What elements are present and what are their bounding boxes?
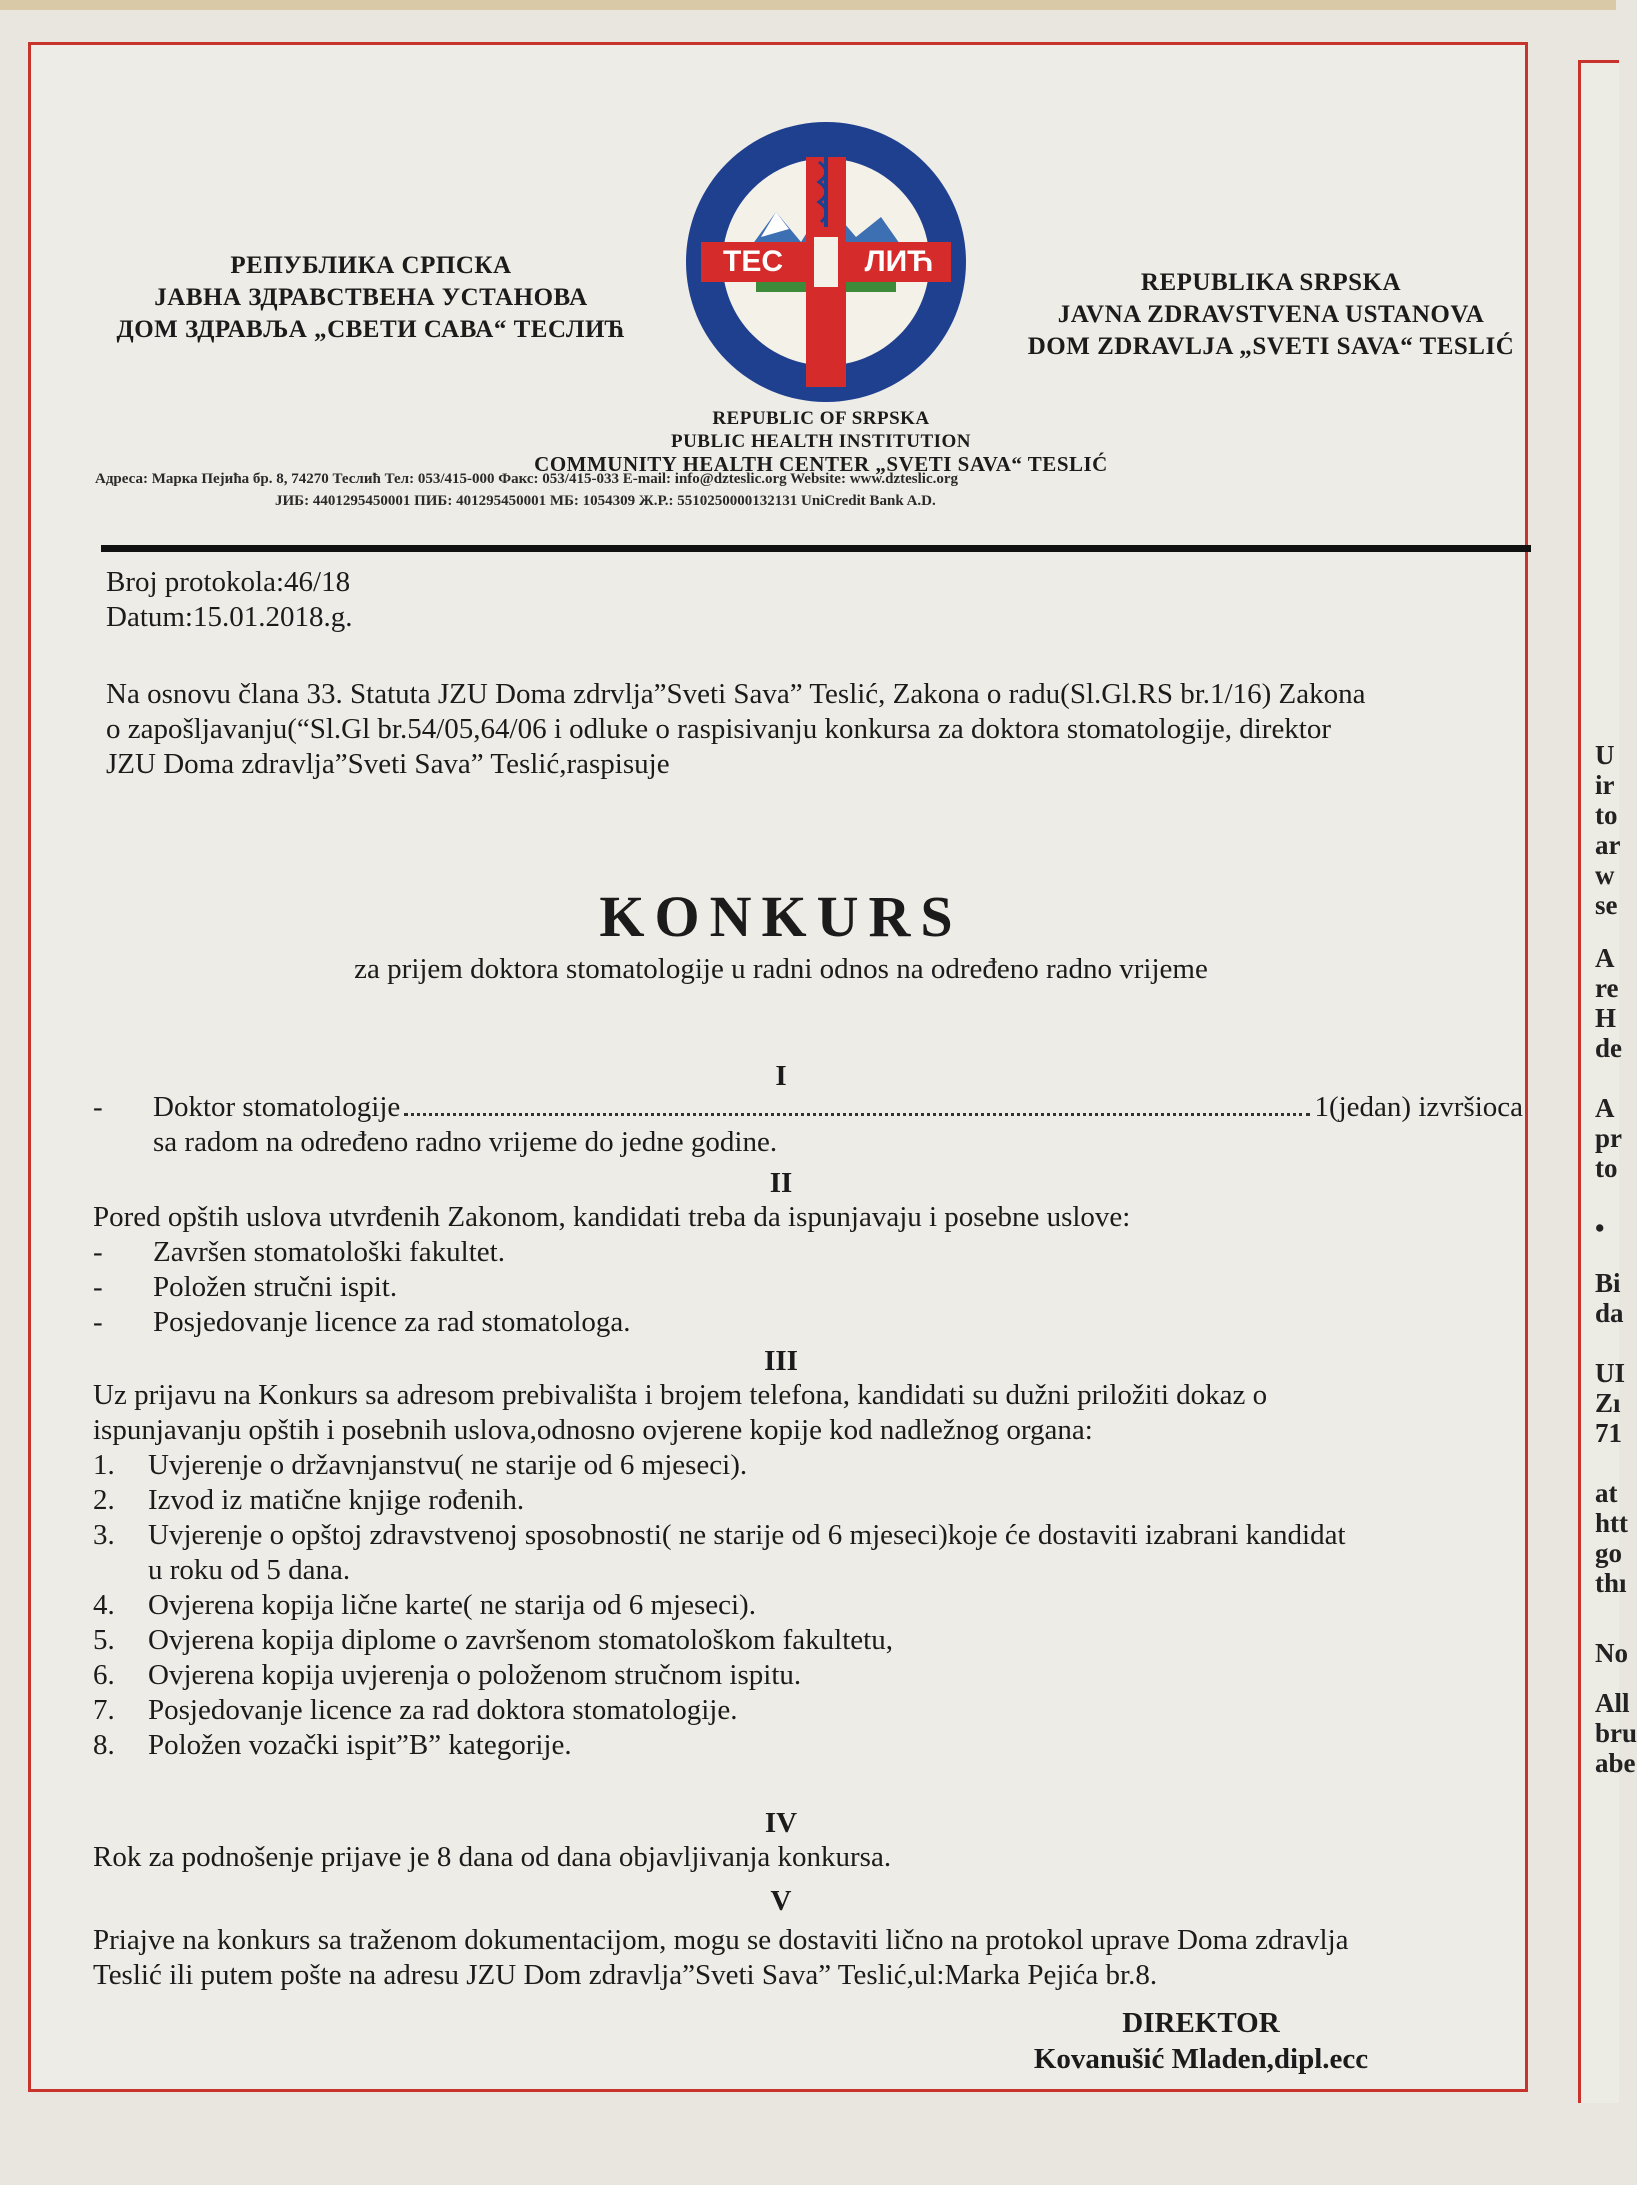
item-text: Ovjerena kopija lične karte( ne starija od 6 mjeseci). bbox=[148, 1589, 756, 1621]
signature-block bbox=[931, 2005, 1471, 2077]
adjacent-column-fragment bbox=[1578, 60, 1637, 2103]
logo-text-left: ТЕС bbox=[723, 245, 783, 278]
numbered-item bbox=[93, 1448, 1523, 1483]
side-fragment: htt bbox=[1595, 1508, 1628, 1538]
signature-name: Kovanušić Mladen,dipl.ecc bbox=[1033, 2043, 1369, 2075]
list-item: - Posjedovanje licence za rad stomatologa. bbox=[93, 1306, 631, 1338]
side-fragment: re bbox=[1595, 973, 1619, 1003]
side-fragment: thı bbox=[1595, 1568, 1627, 1598]
list-item: - Završen stomatološki fakultet. bbox=[93, 1236, 505, 1268]
intro-line: JZU Doma zdravlja”Sveti Sava” Teslić,raspisuje bbox=[106, 748, 670, 780]
section-iv-text: Rok za podnošenje prijave je 8 dana od dana objavljivanja konkursa. bbox=[93, 1841, 892, 1873]
list-item-text: Završen stomatološki fakultet. bbox=[153, 1236, 505, 1268]
side-fragment: U bbox=[1595, 740, 1615, 770]
logo-text-right: ЛИЋ bbox=[864, 245, 934, 278]
ad-title: KONKURS bbox=[599, 884, 963, 949]
side-fragment: at bbox=[1595, 1478, 1618, 1508]
section-v-line: Teslić ili putem pošte na adresu JZU Dom zdravlja”Sveti Sava” Teslić,ul:Marka Pejića br.8. bbox=[93, 1959, 1158, 1991]
header-right-line: JAVNA ZDRAVSTVENA USTANOVA bbox=[1057, 301, 1485, 328]
header-divider bbox=[101, 545, 1531, 552]
intro-paragraph bbox=[106, 677, 1526, 782]
side-fragment: se bbox=[1595, 890, 1618, 920]
position-label: Doktor stomatologije bbox=[153, 1091, 401, 1123]
side-fragment: A bbox=[1595, 943, 1615, 973]
dot-leader bbox=[404, 1113, 1310, 1116]
header-left-line: ДОМ ЗДРАВЉА „СВЕТИ САВА“ ТЕСЛИЋ bbox=[116, 316, 626, 343]
item-number: 1. bbox=[93, 1449, 115, 1481]
ad-subtitle: za prijem doktora stomatologije u radni odnos na određeno radno vrijeme bbox=[354, 953, 1208, 985]
list-item-text: Posjedovanje licence za rad stomatologa. bbox=[153, 1306, 631, 1338]
section-iii-lead: ispunjavanju opštih i posebnih uslova,odnosno ovjerene kopije kod nadležnog organa: bbox=[93, 1414, 1093, 1446]
item-number: 8. bbox=[93, 1729, 115, 1761]
side-fragment: A bbox=[1595, 1093, 1615, 1123]
side-fragment: 71 bbox=[1595, 1418, 1622, 1448]
header-cyrillic bbox=[71, 250, 671, 346]
side-fragment: No bbox=[1595, 1638, 1628, 1668]
section-ii-body bbox=[93, 1200, 1523, 1340]
numbered-item bbox=[93, 1588, 1523, 1623]
numbered-item bbox=[93, 1658, 1523, 1693]
section-v-line: Priajve na konkurs sa traženom dokumentacijom, mogu se dostaviti lično na protokol uprave Doma zdravlja bbox=[93, 1924, 1349, 1956]
numbered-item bbox=[93, 1693, 1523, 1728]
bullet-dash: - bbox=[93, 1091, 103, 1123]
protocol-info bbox=[106, 565, 353, 635]
side-fragment: to bbox=[1595, 1153, 1618, 1183]
item-text: Ovjerena kopija uvjerenja o položenom stručnom ispitu. bbox=[148, 1659, 802, 1691]
job-advertisement bbox=[28, 42, 1528, 2092]
side-fragment: ar bbox=[1595, 830, 1621, 860]
contact-details bbox=[95, 468, 1535, 512]
numbered-item bbox=[93, 1553, 1523, 1588]
header-right-line: REPUBLIKA SRPSKA bbox=[1140, 269, 1402, 296]
item-number: 6. bbox=[93, 1659, 115, 1691]
header-english bbox=[471, 407, 1171, 476]
list-item: - Položen stručni ispit. bbox=[93, 1271, 398, 1303]
institution-logo bbox=[681, 117, 971, 407]
section-v-body bbox=[93, 1923, 1523, 1993]
item-number: 2. bbox=[93, 1484, 115, 1516]
section-i-numeral: I bbox=[775, 1060, 787, 1092]
position-line bbox=[93, 1090, 1523, 1160]
section-iii-lead: Uz prijavu na Konkurs sa adresom prebivališta i brojem telefona, kandidati su dužni priložiti dokaz o bbox=[93, 1379, 1268, 1411]
side-fragment: UI bbox=[1595, 1358, 1626, 1388]
side-fragment: abe bbox=[1595, 1748, 1636, 1778]
side-fragment: ir bbox=[1595, 770, 1615, 800]
item-text: Ovjerena kopija diplome o završenom stomatološkom fakultetu, bbox=[148, 1624, 893, 1656]
side-fragment: da bbox=[1595, 1298, 1624, 1328]
section-v-numeral: V bbox=[770, 1885, 792, 1917]
item-text: Izvod iz matične knjige rođenih. bbox=[148, 1484, 525, 1516]
side-fragment: go bbox=[1595, 1538, 1622, 1568]
item-text: Uvjerenje o državnjanstvu( ne starije od 6 mjeseci). bbox=[148, 1449, 748, 1481]
item-text: Posjedovanje licence za rad doktora stomatologije. bbox=[148, 1694, 738, 1726]
header-latin bbox=[991, 267, 1551, 363]
contact-line: ЈИБ: 4401295450001 ПИБ: 401295450001 МБ: 1054309 Ж.Р.: 5510250000132131 UniCredit Bank A.D. bbox=[275, 493, 936, 509]
protocol-number: Broj protokola:46/18 bbox=[106, 566, 351, 598]
item-text: u roku od 5 dana. bbox=[148, 1554, 351, 1586]
header-center-line: REPUBLIC OF SRPSKA bbox=[712, 408, 930, 429]
side-fragment: Bi bbox=[1595, 1268, 1621, 1298]
section-iv-numeral: IV bbox=[764, 1807, 798, 1839]
side-fragment: pr bbox=[1595, 1123, 1622, 1153]
side-fragment: Zı bbox=[1595, 1388, 1621, 1418]
section-ii-lead: Pored opštih uslova utvrđenih Zakonom, kandidati treba da ispunjavaju i posebne uslove: bbox=[93, 1201, 1131, 1233]
header-center-line: PUBLIC HEALTH INSTITUTION bbox=[670, 431, 972, 452]
numbered-item bbox=[93, 1728, 1523, 1763]
section-ii-numeral: II bbox=[769, 1167, 793, 1199]
item-number: 3. bbox=[93, 1519, 115, 1551]
position-duration: sa radom na određeno radno vrijeme do jedne godine. bbox=[153, 1126, 778, 1158]
side-fragment: de bbox=[1595, 1033, 1622, 1063]
protocol-date: Datum:15.01.2018.g. bbox=[106, 601, 353, 633]
item-text: Uvjerenje o opštoj zdravstvenoj sposobnosti( ne starije od 6 mjeseci)koje će dostaviti izabrani kandidat bbox=[148, 1519, 1346, 1551]
numbered-item bbox=[93, 1623, 1523, 1658]
numbered-item bbox=[93, 1518, 1523, 1553]
header-right-line: DOM ZDRAVLJA „SVETI SAVA“ TESLIĆ bbox=[1027, 333, 1515, 360]
header-left-line: РЕПУБЛИКА СРПСКА bbox=[230, 252, 512, 279]
header-left-line: ЈАВНА ЗДРАВСТВЕНА УСТАНОВА bbox=[154, 284, 588, 311]
section-iii-numeral: III bbox=[764, 1345, 798, 1377]
section-iii-body bbox=[93, 1378, 1523, 1763]
numbered-item bbox=[93, 1483, 1523, 1518]
side-fragment: bru bbox=[1595, 1718, 1637, 1748]
item-number: 7. bbox=[93, 1694, 115, 1726]
side-fragment: w bbox=[1595, 860, 1615, 890]
contact-line: Адреса: Марка Пејића бр. 8, 74270 Теслић Тел: 053/415-000 Факс: 053/415-033 E-mail: info@dzteslic.org Website: www.dzteslic.org bbox=[95, 471, 959, 487]
item-number: 5. bbox=[93, 1624, 115, 1656]
intro-line: o zapošljavanju(“Sl.Gl br.54/05,64/06 i odluke o raspisivanju konkursa za doktora stomatologije, direktor bbox=[106, 713, 1332, 745]
item-number: 4. bbox=[93, 1589, 115, 1621]
side-fragment: All bbox=[1595, 1688, 1630, 1718]
intro-line: Na osnovu člana 33. Statuta JZU Doma zdrvlja”Sveti Sava” Teslić, Zakona o radu(Sl.Gl.RS br.1/16) Zakona bbox=[106, 678, 1366, 710]
item-text: Položen vozački ispit”B” kategorije. bbox=[148, 1729, 572, 1761]
signature-role: DIREKTOR bbox=[1122, 2007, 1280, 2039]
side-fragment: H bbox=[1595, 1003, 1617, 1033]
position-count: 1(jedan) izvršioca bbox=[1314, 1091, 1523, 1123]
list-item-text: Položen stručni ispit. bbox=[153, 1271, 398, 1303]
page-top-edge bbox=[0, 0, 1616, 10]
header-center-line: COMMUNITY HEALTH CENTER „SVETI SAVA“ TESLIĆ bbox=[534, 452, 1108, 476]
side-fragment: to bbox=[1595, 800, 1618, 830]
side-fragment: • bbox=[1595, 1213, 1605, 1243]
